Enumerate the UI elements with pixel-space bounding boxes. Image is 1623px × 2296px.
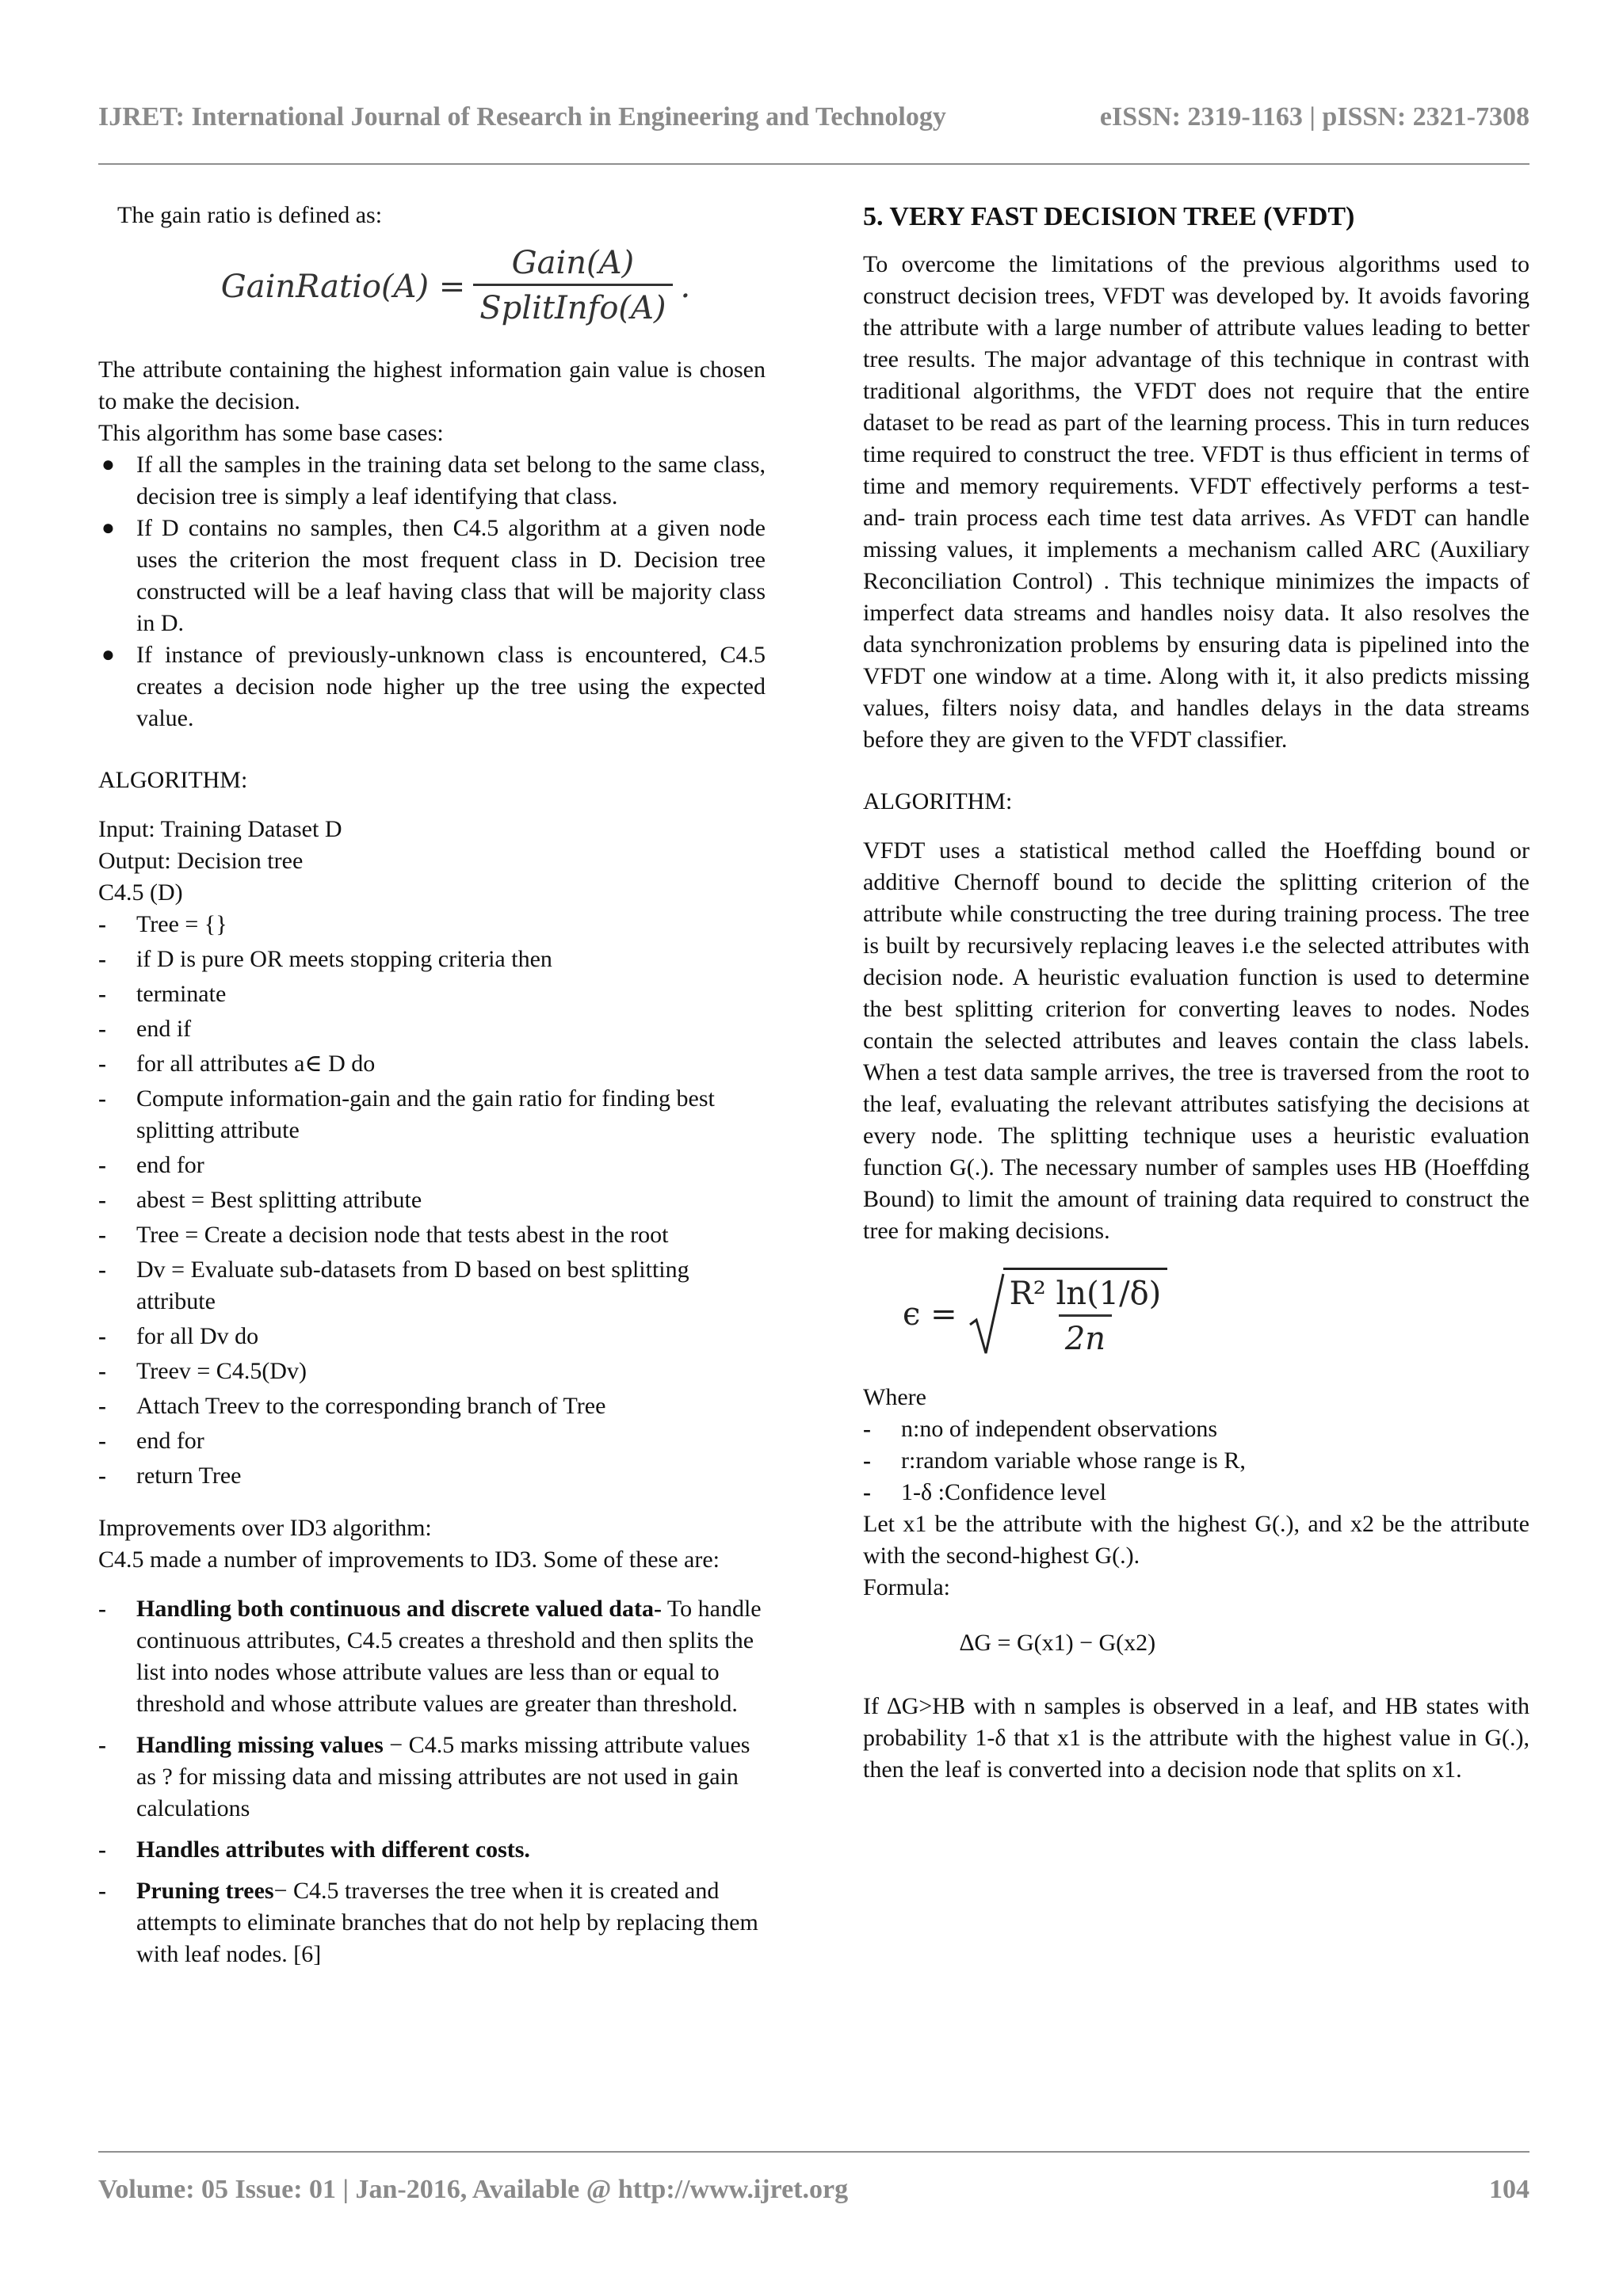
- algorithm-output: Output: Decision tree: [98, 848, 304, 874]
- list-item: [98, 513, 766, 639]
- list-item: - end if: [98, 1013, 766, 1045]
- list-item: - Treev = C4.5(Dv): [98, 1356, 766, 1387]
- improvement-title: Handling both continuous and discrete valued data-: [136, 1596, 662, 1622]
- dash-icon: -: [98, 981, 106, 1007]
- list-item: - for all Dv do: [98, 1321, 766, 1352]
- dash-icon: -: [98, 1596, 106, 1622]
- improvement-text: To handle continuous attributes, C4.5 creates a threshold and then splits the list into nodes whose attribute values are less than or equal to threshold and whose attribute values are greater than threshold.: [136, 1596, 762, 1717]
- list-item: - Dv = Evaluate sub-datasets from D based on best splitting attribute: [98, 1254, 766, 1318]
- base-case-text: If instance of previously-unknown class is encountered, C4.5 creates a decision node higher up the tree using the expected value.: [136, 642, 766, 731]
- improvements-heading: Improvements over ID3 algorithm:: [98, 1515, 432, 1541]
- list-item: - terminate: [98, 978, 766, 1010]
- dash-icon: -: [863, 1447, 871, 1474]
- list-item: [98, 1875, 766, 1970]
- base-cases-list: [98, 449, 766, 734]
- dash-icon: -: [98, 1152, 106, 1178]
- bullet-icon: ●: [101, 643, 115, 667]
- bullet-icon: ●: [101, 516, 115, 540]
- page-header: [98, 97, 1529, 138]
- gain-ratio-denominator: SplitInfo(A): [473, 284, 672, 330]
- sqrt-icon: [968, 1271, 1005, 1358]
- improvement-title: Pruning trees: [136, 1878, 274, 1904]
- dash-icon: -: [98, 1257, 106, 1283]
- dash-icon: -: [98, 911, 106, 937]
- list-item: [98, 449, 766, 513]
- list-item: - Tree = {}: [98, 909, 766, 940]
- dash-icon: -: [98, 946, 106, 972]
- gain-ratio-fraction: [473, 242, 672, 330]
- issn-info: eISSN: 2319-1163 | pISSN: 2321-7308: [1099, 102, 1529, 132]
- page-footer: [98, 2169, 1529, 2210]
- dash-icon: -: [98, 1732, 106, 1758]
- epsilon-formula: [863, 1247, 1529, 1382]
- gain-ratio-formula: [98, 231, 766, 354]
- vfdt-paragraph: To overcome the limitations of the previous algorithms used to construct decision trees, VFDT was developed by. It avoids favoring the attribute with a large number of attribute values leading to better tree results. The major advantage of this technique in contrast with traditional algorithms, the VFDT does not require that the entire dataset to be read as part of the learning process. This in turn reduces time required to construct the tree. VFDT is thus efficient in terms of time and memory requirements. VFDT effectively performs a test-and- train process each time test data arrives. As VFDT can handle missing values, it implements a mechanism called ARC (Auxiliary Reconciliation Control) . This technique minimizes the impacts of imperfect data streams and handles noisy data. It also resolves the data synchronization problems by ensuring data is pipelined into the VFDT one window at a time. Along with it, it also predicts missing values, filters noisy data, and handles delays in the data streams before they are given to the VFDT classifier.: [863, 251, 1529, 753]
- dash-icon: -: [98, 1187, 106, 1213]
- right-column: [863, 200, 1529, 1786]
- header-divider: [98, 163, 1529, 165]
- list-item: - end for: [98, 1425, 766, 1457]
- dash-icon: -: [98, 1016, 106, 1042]
- algorithm-name: C4.5 (D): [98, 879, 183, 906]
- where-label: Where: [863, 1384, 926, 1410]
- epsilon-denominator: 2n: [1059, 1314, 1112, 1361]
- dash-icon: -: [98, 1463, 106, 1489]
- footer-divider: [98, 2151, 1529, 2153]
- delta-g-formula: ∆G = G(x1) − G(x2): [960, 1630, 1156, 1656]
- dash-icon: -: [98, 1085, 106, 1112]
- list-item: - n:no of independent observations: [863, 1413, 1529, 1445]
- list-item: - if D is pure OR meets stopping criteria then: [98, 944, 766, 975]
- epsilon-numerator: R² ln(1/δ): [1009, 1276, 1162, 1312]
- list-item: - return Tree: [98, 1460, 766, 1492]
- improvements-list: [98, 1593, 766, 1970]
- algorithm-heading-left: ALGORITHM:: [98, 767, 248, 793]
- x1-x2-paragraph: Let x1 be the attribute with the highest G(.), and x2 be the attribute with the second-highest G(.).: [863, 1511, 1529, 1569]
- improvements-intro: C4.5 made a number of improvements to ID3. Some of these are:: [98, 1547, 720, 1573]
- gain-ratio-intro: The gain ratio is defined as:: [117, 202, 383, 228]
- list-item: [98, 639, 766, 734]
- dash-icon: -: [98, 1323, 106, 1349]
- left-column: [98, 200, 766, 1980]
- dash-icon: -: [98, 1878, 106, 1904]
- list-item: - Compute information-gain and the gain ratio for finding best splitting attribute: [98, 1083, 766, 1146]
- section-title: 5. VERY FAST DECISION TREE (VFDT): [863, 202, 1355, 231]
- improvement-text: − C4.5 traverses the tree when it is created and attempts to eliminate branches that do not help by replacing them with leaf nodes. [6]: [136, 1878, 758, 1967]
- hoeffding-paragraph: VFDT uses a statistical method called the Hoeffding bound or additive Chernoff bound to decide the splitting criterion of the attribute while constructing the tree during training process. The tree is built by recursively replacing leaves i.e the selected attributes with decision node. A heuristic evaluation function is used to determine the best splitting criterion for converting leaves to nodes. Nodes contain the selected attributes and leaves contain the class labels. When a test data sample arrives, the tree is traversed from the root to the leaf, evaluating the relevant attributes satisfying the decisions at every node. The splitting technique uses a heuristic evaluation function G(.). The necessary number of samples uses HB (Hoeffding Bound) to limit the amount of training data required to construct the tree for making decisions.: [863, 837, 1529, 1244]
- list-item: [98, 1593, 766, 1720]
- final-paragraph: If ∆G>HB with n samples is observed in a leaf, and HB states with probability 1-δ that x1 is the attribute with the highest value in G(.), then the leaf is converted into a decision node that splits on x1.: [863, 1693, 1529, 1783]
- journal-title: IJRET: International Journal of Research in Engineering and Technology: [98, 102, 946, 132]
- list-item: - Tree = Create a decision node that tests abest in the root: [98, 1219, 766, 1251]
- dash-icon: -: [863, 1479, 871, 1505]
- improvement-text: − C4.5 marks missing attribute values as ? for missing data and missing attributes are not used in gain calculations: [136, 1732, 750, 1821]
- dash-icon: -: [863, 1416, 871, 1442]
- list-item: - r:random variable whose range is R,: [863, 1445, 1529, 1477]
- list-item: - Attach Treev to the corresponding branch of Tree: [98, 1390, 766, 1422]
- list-item: [98, 1834, 766, 1866]
- base-cases-intro: This algorithm has some base cases:: [98, 420, 444, 446]
- page-number: 104: [1489, 2175, 1529, 2204]
- dash-icon: -: [98, 1222, 106, 1248]
- dash-icon: -: [98, 1836, 106, 1863]
- algorithm-input: Input: Training Dataset D: [98, 816, 342, 842]
- list-item: - 1-δ :Confidence level: [863, 1477, 1529, 1508]
- list-item: - for all attributes a∈ D do: [98, 1048, 766, 1080]
- epsilon-fraction: [1003, 1268, 1168, 1361]
- formula-label: Formula:: [863, 1574, 950, 1600]
- list-item: - end for: [98, 1150, 766, 1181]
- dash-icon: -: [98, 1051, 106, 1077]
- dash-icon: -: [98, 1358, 106, 1384]
- base-case-text: If all the samples in the training data set belong to the same class, decision tree is simply a leaf identifying that class.: [136, 452, 766, 509]
- volume-info: Volume: 05 Issue: 01 | Jan-2016, Available @ http://www.ijret.org: [98, 2175, 849, 2204]
- where-list: [863, 1413, 1529, 1508]
- bullet-icon: ●: [101, 452, 115, 477]
- epsilon-lhs: ϵ =: [903, 1296, 957, 1333]
- dash-icon: -: [98, 1393, 106, 1419]
- algorithm-steps: [98, 909, 766, 1492]
- list-item: [98, 1730, 766, 1825]
- gain-ratio-numerator: Gain(A): [511, 245, 635, 281]
- base-case-text: If D contains no samples, then C4.5 algorithm at a given node uses the criterion the most frequent class in D. Decision tree constructed will be a leaf having class that will be majority class in D.: [136, 515, 766, 636]
- highest-gain-paragraph: The attribute containing the highest information gain value is chosen to make the decision.: [98, 357, 766, 414]
- list-item: - abest = Best splitting attribute: [98, 1184, 766, 1216]
- gain-ratio-lhs: GainRatio(A) =: [220, 268, 466, 305]
- dash-icon: -: [98, 1428, 106, 1454]
- improvement-title: Handles attributes with different costs.: [136, 1836, 530, 1863]
- gain-ratio-end: .: [680, 268, 691, 305]
- improvement-title: Handling missing values: [136, 1732, 384, 1758]
- algorithm-heading-right: ALGORITHM:: [863, 788, 1013, 814]
